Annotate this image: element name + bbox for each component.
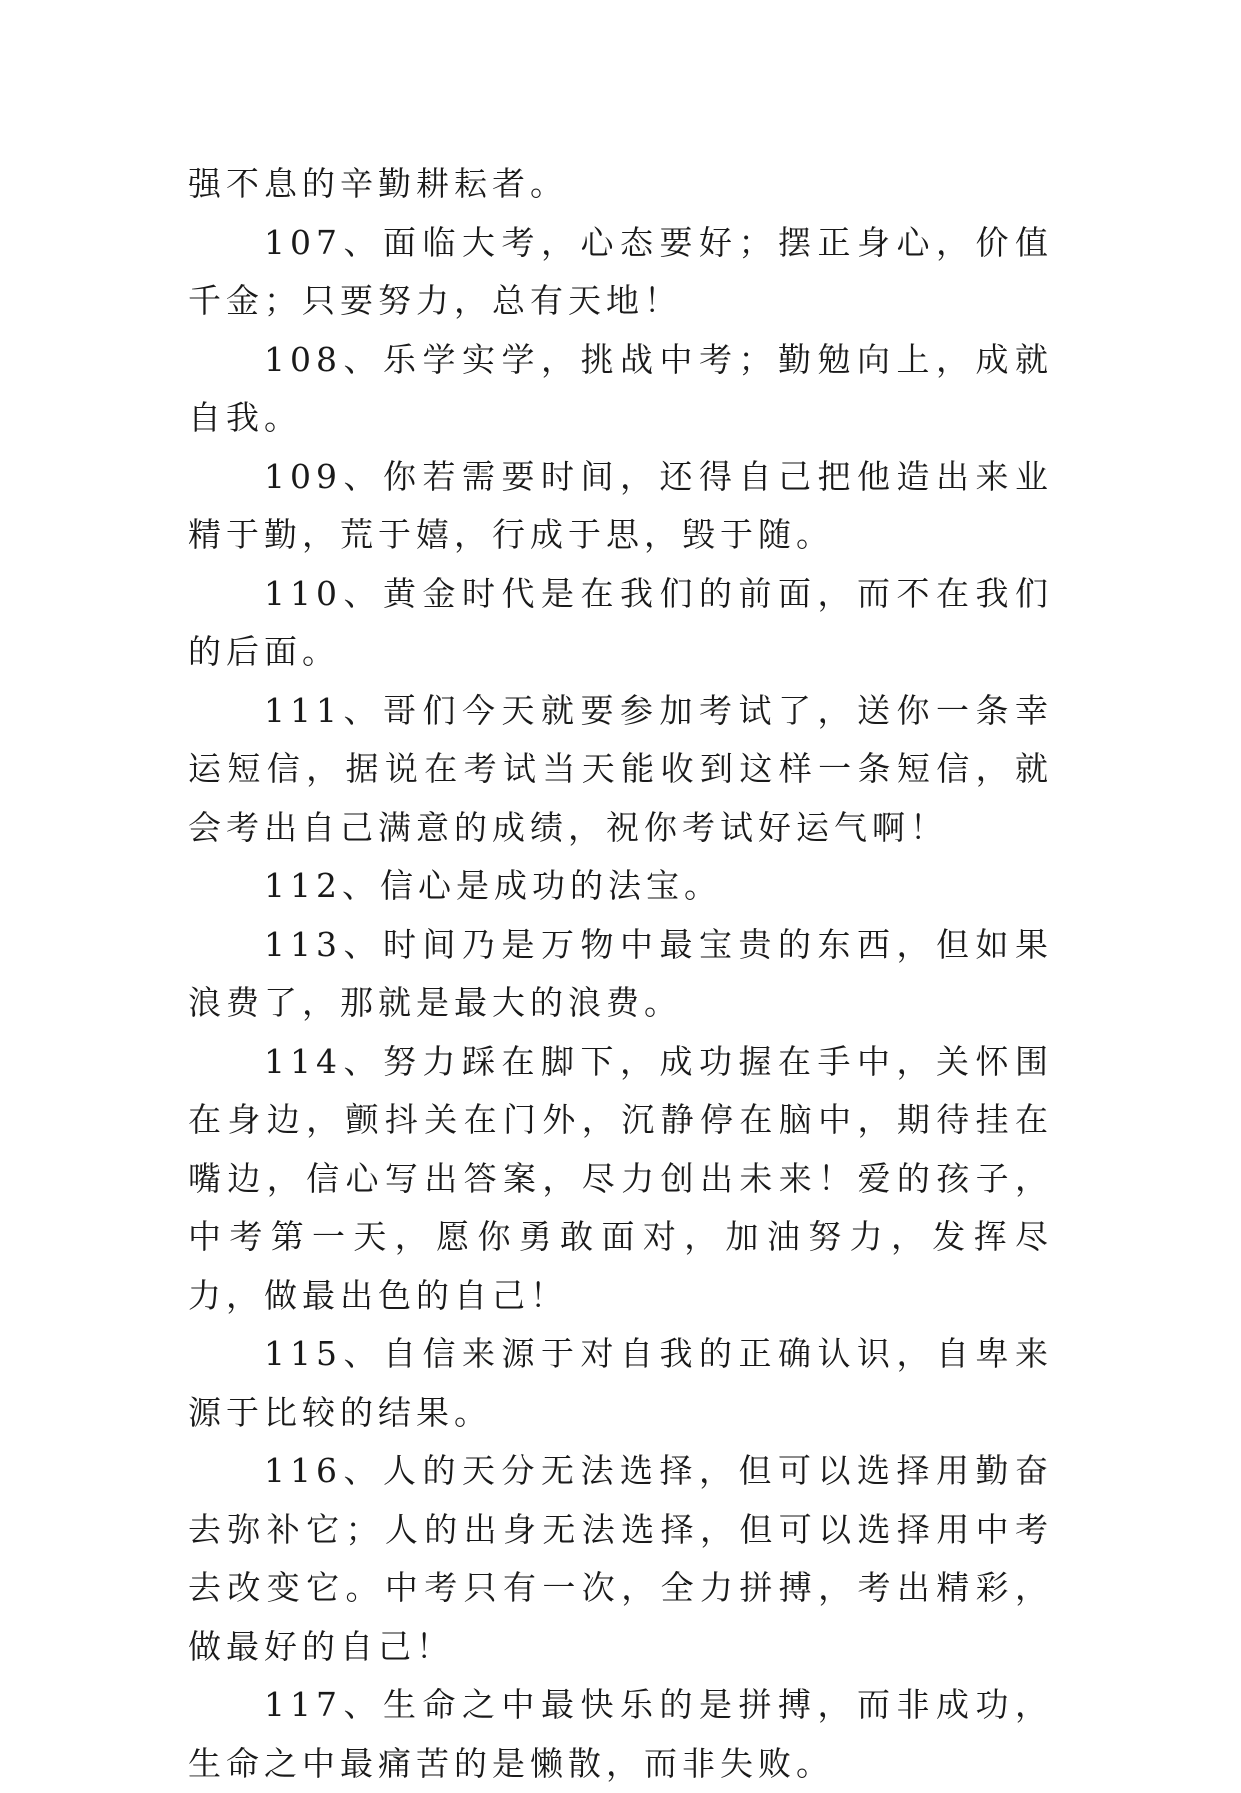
quote-115: 115、自信来源于对自我的正确认识，自卑来源于比较的结果。 [188,1334,1053,1432]
quote-108: 108、乐学实学，挑战中考；勤勉向上，成就自我。 [188,339,1053,437]
quote-113: 113、时间乃是万物中最宝贵的东西，但如果浪费了，那就是最大的浪费。 [188,924,1053,1022]
quote-116: 116、人的天分无法选择，但可以选择用勤奋去弥补它；人的出身无法选择，但可以选择用中考去改变它。中考只有一次，全力拼搏，考出精彩，做最好的自己！ [188,1451,1053,1666]
quote-109: 109、你若需要时间，还得自己把他造出来业精于勤，荒于嬉，行成于思，毁于随。 [188,456,1053,554]
quote-112: 112、信心是成功的法宝。 [264,866,722,905]
quote-110: 110、黄金时代是在我们的前面，而不在我们的后面。 [188,573,1053,671]
document-body [188,155,1053,1793]
paragraph-continuation: 强不息的辛勤耕耘者。 [188,164,568,203]
quote-114: 114、努力踩在脚下，成功握在手中，关怀围在身边，颤抖关在门外，沉静停在脑中，期待挂在嘴边，信心写出答案，尽力创出未来！爱的孩子，中考第一天，愿你勇敢面对，加油努力，发挥尽力，做最出色的自己！ [188,1041,1053,1315]
quote-111: 111、哥们今天就要参加考试了，送你一条幸运短信，据说在考试当天能收到这样一条短信，就会考出自己满意的成绩，祝你考试好运气啊！ [188,690,1053,847]
quote-107: 107、面临大考，心态要好；摆正身心，价值千金；只要努力，总有天地！ [188,222,1053,320]
quote-117: 117、生命之中最快乐的是拼搏，而非成功，生命之中最痛苦的是懒散，而非失败。 [188,1685,1053,1783]
